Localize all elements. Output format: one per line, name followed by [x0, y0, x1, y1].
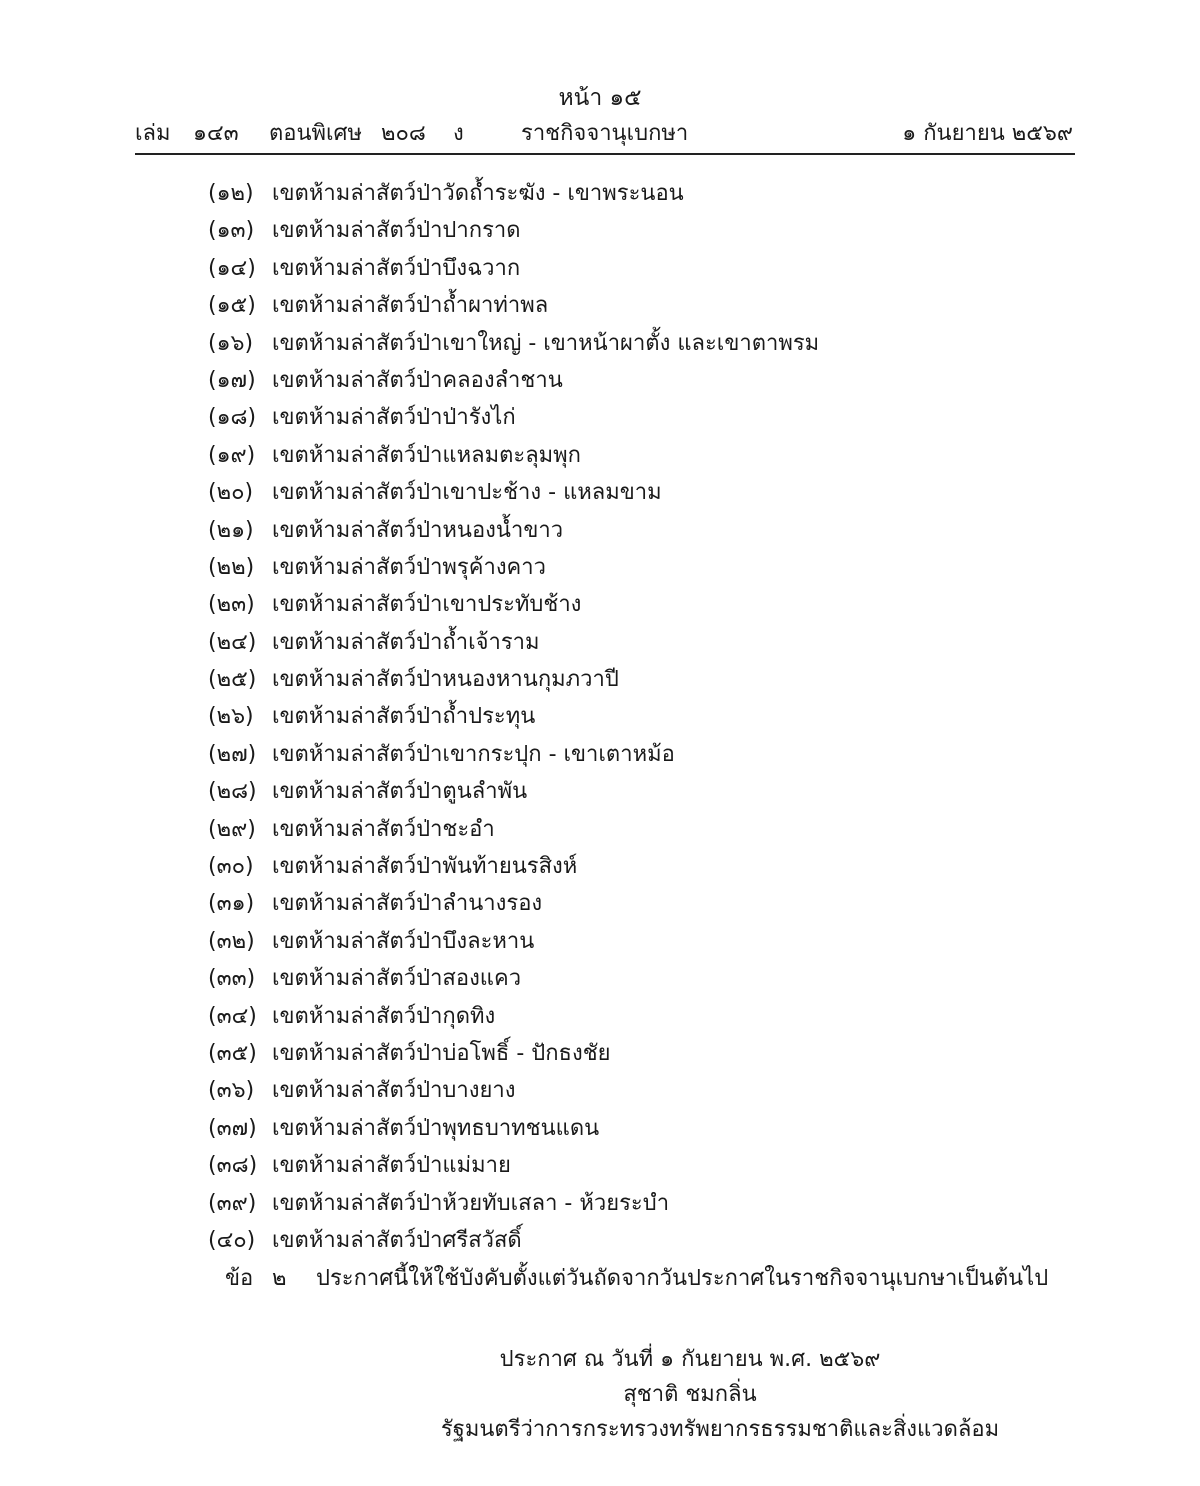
item-number: (๒๐) — [208, 480, 254, 506]
item-text: เขตห้ามล่าสัตว์ป่าชะอำ — [272, 816, 495, 842]
item-number: (๒๓) — [208, 592, 255, 618]
item-text: เขตห้ามล่าสัตว์ป่าบ่อโพธิ์ - ปักธงชัย — [272, 1040, 611, 1066]
list-item — [208, 885, 1088, 922]
sanctuary-list — [208, 175, 1088, 1259]
list-item — [208, 325, 1088, 362]
list-item — [208, 1147, 1088, 1184]
item-number: (๓๙) — [208, 1190, 257, 1216]
item-number: (๒๕) — [208, 667, 257, 693]
item-text: เขตห้ามล่าสัตว์ป่าหนองน้ำขาว — [272, 517, 564, 543]
item-text: เขตห้ามล่าสัตว์ป่าศรีสวัสดิ์ — [272, 1227, 522, 1253]
item-text: เขตห้ามล่าสัตว์ป่าบึงละหาน — [272, 928, 535, 954]
item-number: (๓๔) — [208, 1003, 257, 1029]
section-letter: ง — [453, 121, 464, 146]
list-item — [208, 287, 1088, 324]
list-item — [208, 212, 1088, 249]
list-item — [208, 998, 1088, 1035]
item-number: (๑๗) — [208, 367, 256, 393]
list-item — [208, 698, 1088, 735]
list-item — [208, 1072, 1088, 1109]
list-item — [208, 512, 1088, 549]
item-number: (๑๒) — [208, 181, 254, 206]
item-number: (๓๗) — [208, 1115, 257, 1141]
list-item — [208, 586, 1088, 623]
item-text: เขตห้ามล่าสัตว์ป่าถ้ำผาท่าพล — [272, 293, 549, 319]
gazette-name: ราชกิจจานุเบกษา — [521, 121, 689, 146]
item-number: (๒๖) — [208, 704, 254, 730]
header-date: ๑ กันยายน ๒๕๖๙ — [902, 121, 1073, 146]
clause-label: ข้อ — [225, 1266, 254, 1291]
item-text: เขตห้ามล่าสัตว์ป่าหนองหานกุมภวาปี — [272, 667, 619, 693]
list-item — [208, 362, 1088, 399]
item-text: เขตห้ามล่าสัตว์ป่าปากราด — [272, 218, 521, 244]
item-text: เขตห้ามล่าสัตว์ป่าเขากระปุก - เขาเตาหม้อ — [272, 741, 675, 767]
item-number: (๒๙) — [208, 816, 256, 842]
list-item — [208, 399, 1088, 436]
item-number: (๒๔) — [208, 629, 257, 655]
list-item — [208, 175, 1088, 212]
item-number: (๑๔) — [208, 255, 256, 281]
signatory-title: รัฐมนตรีว่าการกระทรวงทรัพยากรธรรมชาติและสิ่งแวดล้อม — [440, 1417, 1000, 1442]
list-item — [208, 549, 1088, 586]
list-item — [208, 773, 1088, 810]
item-text: เขตห้ามล่าสัตว์ป่าตูนลำพัน — [272, 779, 528, 805]
list-item — [208, 1035, 1088, 1072]
item-number: (๔๐) — [208, 1227, 256, 1253]
item-text: เขตห้ามล่าสัตว์ป่าเขาใหญ่ - เขาหน้าผาตั้ง และเขาตาพรม — [272, 330, 820, 356]
list-item — [208, 624, 1088, 661]
item-number: (๒๗) — [208, 741, 257, 767]
list-item — [208, 848, 1088, 885]
item-number: (๓๓) — [208, 966, 256, 992]
item-text: เขตห้ามล่าสัตว์ป่าถ้ำประทุน — [272, 704, 536, 730]
list-item — [208, 1222, 1088, 1259]
item-text: เขตห้ามล่าสัตว์ป่าพุทธบาทชนแดน — [272, 1115, 600, 1141]
item-text: เขตห้ามล่าสัตว์ป่าวัดถ้ำระฆัง - เขาพระนอน — [272, 181, 684, 206]
item-text: เขตห้ามล่าสัตว์ป่าแม่มาย — [272, 1153, 511, 1179]
item-number: (๒๑) — [208, 517, 254, 543]
item-text: เขตห้ามล่าสัตว์ป่าพันท้ายนรสิงห์ — [272, 854, 578, 880]
list-item — [208, 474, 1088, 511]
item-number: (๑๙) — [208, 442, 256, 468]
item-number: (๑๘) — [208, 405, 257, 431]
volume-number: ๑๔๓ — [193, 121, 239, 146]
item-text: เขตห้ามล่าสัตว์ป่าแหลมตะลุมพุก — [272, 442, 581, 468]
list-item — [208, 960, 1088, 997]
clause-number: ๒ — [272, 1266, 287, 1291]
list-item — [208, 1110, 1088, 1147]
item-text: เขตห้ามล่าสัตว์ป่าบึงฉวาก — [272, 255, 521, 281]
item-text: เขตห้ามล่าสัตว์ป่าพรุค้างคาว — [272, 554, 546, 580]
item-number: (๒๘) — [208, 779, 257, 805]
item-number: (๓๒) — [208, 928, 255, 954]
item-text: เขตห้ามล่าสัตว์ป่าป่ารังไก่ — [272, 405, 516, 431]
item-number: (๓๘) — [208, 1153, 258, 1179]
item-number: (๓๑) — [208, 891, 255, 917]
signatory-name: สุชาติ ชมกลิ่น — [623, 1382, 757, 1407]
item-number: (๓๐) — [208, 854, 254, 880]
item-text: เขตห้ามล่าสัตว์ป่าถ้ำเจ้าราม — [272, 629, 540, 655]
volume-label: เล่ม — [135, 121, 171, 146]
item-text: เขตห้ามล่าสัตว์ป่าห้วยทับเสลา - ห้วยระบำ — [272, 1190, 670, 1216]
item-text: เขตห้ามล่าสัตว์ป่าบางยาง — [272, 1078, 516, 1104]
item-number: (๒๒) — [208, 554, 255, 580]
announcement-date: ประกาศ ณ วันที่ ๑ กันยายน พ.ศ. ๒๕๖๙ — [499, 1347, 881, 1372]
item-text: เขตห้ามล่าสัตว์ป่าเขาประทับช้าง — [272, 592, 582, 618]
list-item — [208, 1185, 1088, 1222]
item-text: เขตห้ามล่าสัตว์ป่าคลองลำชาน — [272, 367, 563, 393]
list-item — [208, 437, 1088, 474]
clause-text: ประกาศนี้ให้ใช้บังคับตั้งแต่วันถัดจากวันประกาศในราชกิจจานุเบกษาเป็นต้นไป — [316, 1266, 1049, 1291]
section-number: ๒๐๘ — [381, 121, 426, 146]
section-label: ตอนพิเศษ — [269, 121, 363, 146]
item-text: เขตห้ามล่าสัตว์ป่ากุดทิง — [272, 1003, 496, 1029]
item-text: เขตห้ามล่าสัตว์ป่าเขาปะช้าง - แหลมขาม — [272, 480, 662, 506]
item-number: (๑๕) — [208, 293, 256, 319]
item-text: เขตห้ามล่าสัตว์ป่าสองแคว — [272, 966, 522, 992]
item-text: เขตห้ามล่าสัตว์ป่าลำนางรอง — [272, 891, 543, 917]
list-item — [208, 811, 1088, 848]
item-number: (๑๓) — [208, 218, 255, 244]
list-item — [208, 736, 1088, 773]
gazette-header — [135, 117, 1075, 155]
list-item — [208, 923, 1088, 960]
list-item — [208, 661, 1088, 698]
page-number: หน้า ๑๕ — [558, 85, 642, 111]
item-number: (๓๖) — [208, 1078, 255, 1104]
item-number: (๓๕) — [208, 1040, 257, 1066]
list-item — [208, 250, 1088, 287]
item-number: (๑๖) — [208, 330, 254, 356]
